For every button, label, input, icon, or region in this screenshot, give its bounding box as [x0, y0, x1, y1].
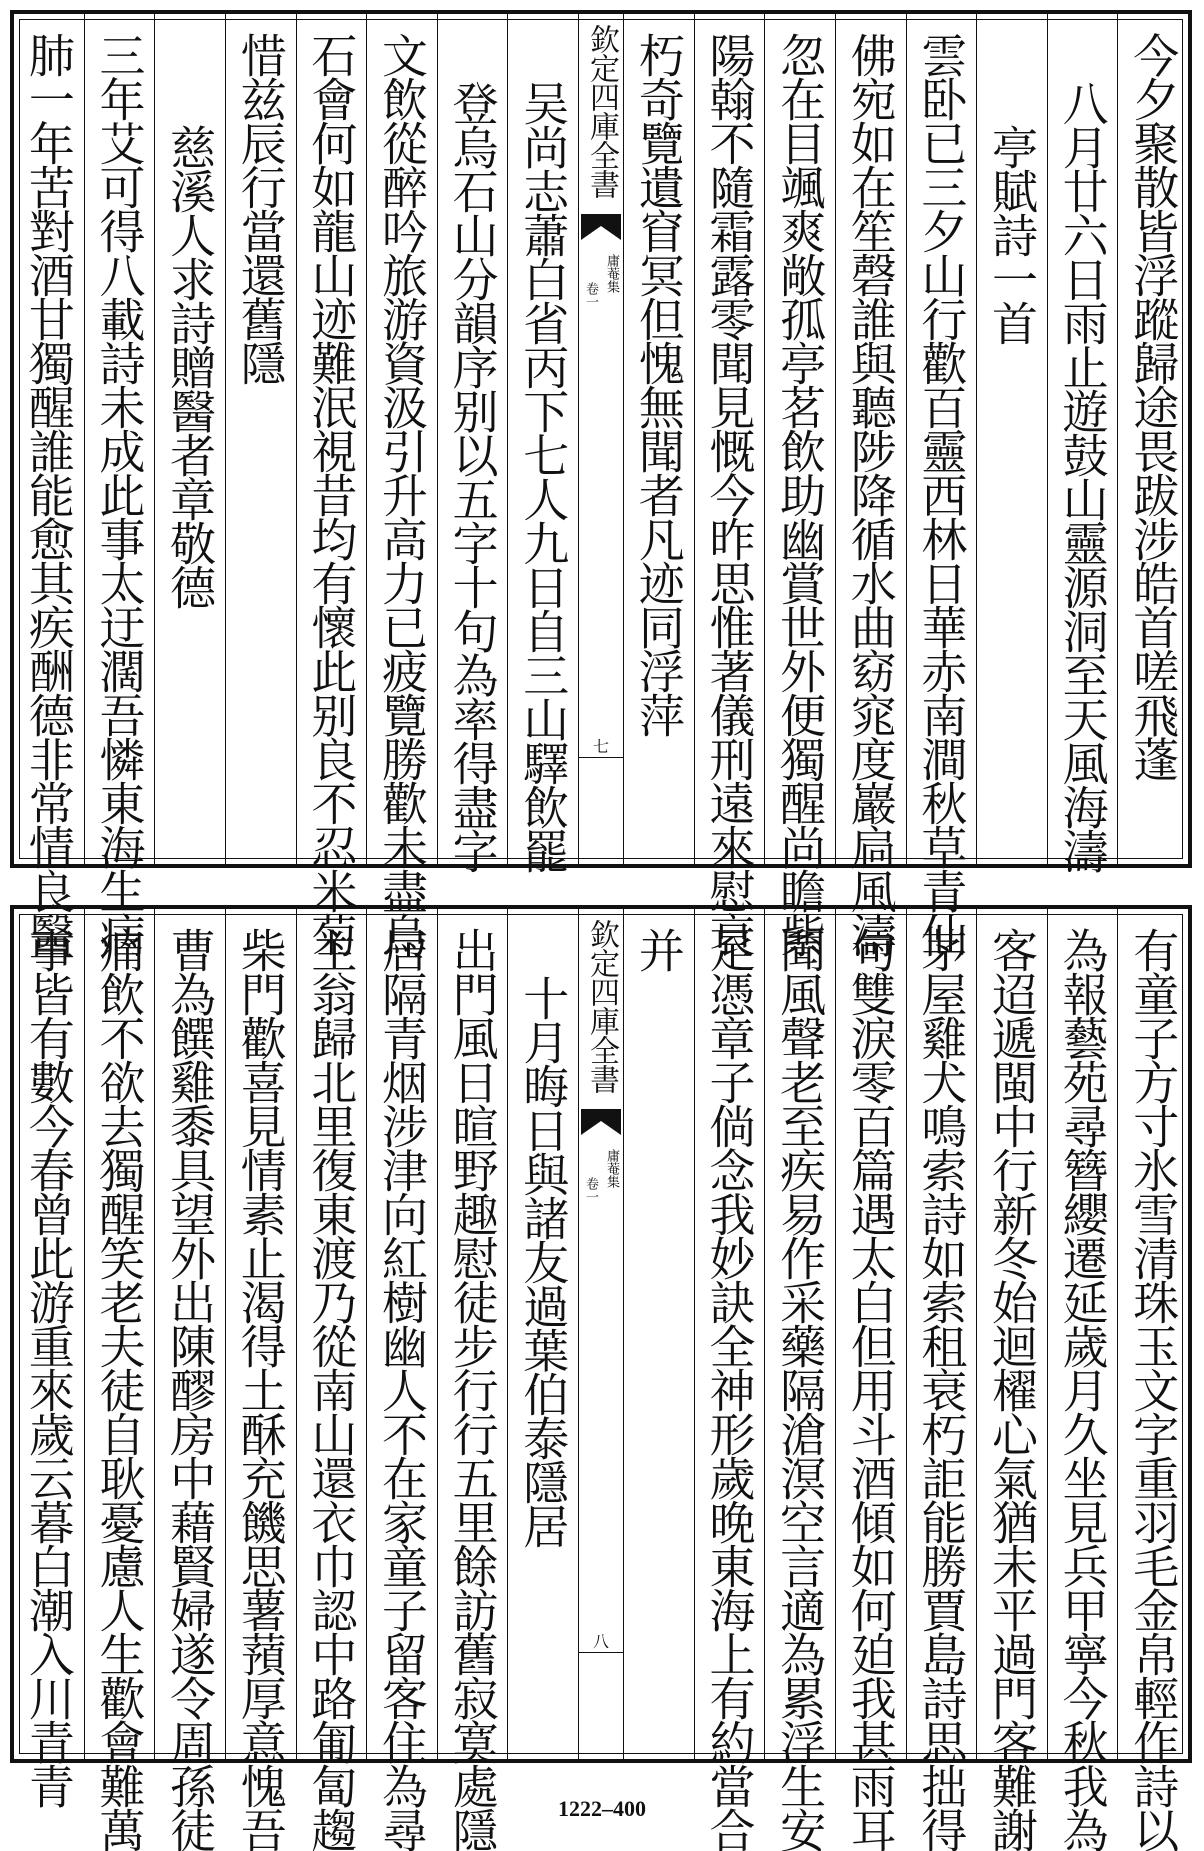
- text-column: [84, 909, 155, 1851]
- column-text: 事皆有數今春曾此游重來歲云暮白潮入川青青: [21, 927, 76, 1807]
- text-column: [764, 909, 835, 1851]
- text-column: [764, 14, 835, 956]
- column-text: 朽奇覽遺窅冥但愧無聞者凡迹同浮萍: [631, 32, 686, 736]
- volume-label: 卷一: [583, 282, 598, 308]
- center-fold-banxin: [578, 909, 623, 1759]
- text-column: [225, 14, 296, 864]
- column-text: 十月晦日與諸友過葉伯泰隱居: [516, 975, 571, 1547]
- column-text: 文飲從醉吟旅游資汲引升高力已疲覽勝歡未盡烏: [374, 32, 429, 956]
- text-column: [14, 14, 84, 956]
- top-page: [10, 10, 1192, 956]
- column-text: 亭賦詩一首: [984, 124, 1039, 344]
- column-text: 足憑章子倘念我妙訣全神形歲晚東海上有約當合: [702, 927, 757, 1851]
- text-column: [14, 909, 84, 1807]
- column-text: 客迢遞閩中行新冬始迴櫂心氣猶未平過門客難謝: [984, 927, 1039, 1851]
- text-column: [906, 909, 977, 1851]
- text-column: [366, 14, 437, 956]
- text-column: [437, 14, 508, 872]
- text-column: [296, 909, 367, 1851]
- text-column: [1117, 909, 1188, 1851]
- fishtail-mark-icon: [581, 1109, 621, 1135]
- book-title: 庸菴集: [604, 1149, 619, 1188]
- column-text: 三年艾可得八載詩未成此事太迂濶吾憐東海生病: [92, 32, 147, 956]
- text-column: [225, 909, 296, 1851]
- column-text: 肺一年苦對酒甘獨醒誰能愈其疾酬德非常情良醫: [21, 32, 76, 956]
- column-text: 登烏石山分韻序别以五字十句為率得盡字: [445, 80, 500, 872]
- text-column: [623, 14, 694, 864]
- column-text: 居隔青烟涉津向紅樹幽人不在家童子留客住為尋: [374, 927, 429, 1851]
- series-title: 欽定四庫全書: [584, 24, 619, 198]
- column-text: 茅屋雞犬鳴索詩如索租衰朽詎能勝賈島詩思拙得: [914, 927, 969, 1851]
- book-title: 庸菴集: [604, 254, 619, 293]
- series-title: 欽定四庫全書: [584, 919, 619, 1093]
- text-column: [976, 909, 1047, 1851]
- text-column: [976, 14, 1047, 864]
- text-column: [296, 14, 367, 956]
- column-text: 八月廿六日雨止遊鼓山靈源洞至天風海濤: [1055, 80, 1110, 872]
- text-column: [1047, 14, 1118, 872]
- fishtail-mark-icon: [581, 214, 621, 240]
- text-column: [366, 909, 437, 1851]
- column-text: 陽翰不隨霜露零聞見慨今昨思惟著儀刑遠來慰衰: [702, 32, 757, 956]
- text-column: [694, 14, 765, 956]
- plate-code: 1222–400: [558, 1796, 646, 1821]
- column-text: 忽在目颯爽敞孤亭茗飲助幽賞世外便獨醒尚瞻紫: [773, 32, 828, 956]
- text-column: [835, 14, 906, 956]
- column-text: 慈溪人求詩贈醫者章敬德: [163, 124, 218, 608]
- text-column: [1047, 909, 1118, 1851]
- text-column: [437, 909, 508, 1851]
- column-text: 為報藝苑尋簪纓遷延歲月久坐見兵甲寧今秋我為: [1055, 927, 1110, 1851]
- column-text: 吴尚志蕭白省丙下七人九日自三山驛飲罷: [516, 80, 571, 872]
- column-text: 柴門歡喜見情素止渴得土酥充饑思薯蕷厚意愧吾: [233, 927, 288, 1851]
- text-column: [507, 909, 578, 1759]
- column-text: 有童子方寸氷雪清珠玉文字重羽毛金帛輕作詩以: [1126, 927, 1181, 1851]
- column-text: 句雙淚零百篇遇太白但用斗酒傾如何廹我甚雨耳: [843, 927, 898, 1851]
- text-column: [1117, 14, 1188, 864]
- text-column: [507, 14, 578, 872]
- column-text: 今夕聚散皆浮蹤歸途畏跋涉皓首嗟飛蓬: [1126, 32, 1181, 780]
- column-text: 雲卧已三夕山行歡百靈西林日華赤南澗秋草青仙: [914, 32, 969, 956]
- column-text: 石會何如龍山迹難泯視昔均有懷此别良不忍米菊: [304, 32, 359, 956]
- column-text: 曹為饌雞黍具望外出陳醪房中藉賢婦遂令周孫徒: [163, 927, 218, 1851]
- text-column: [906, 14, 977, 956]
- column-text: 痛飲不欲去獨醒笑老夫徒自耿憂慮人生歡會難萬: [92, 927, 147, 1851]
- text-column: [154, 14, 225, 864]
- column-text: 主翁歸北里復東渡乃從南山還衣巾認中路匍匐趨: [304, 927, 359, 1851]
- text-column: [154, 909, 225, 1851]
- column-text: 惜兹辰行當還舊隱: [233, 32, 288, 384]
- text-column: [835, 909, 906, 1851]
- column-text: 并: [631, 927, 686, 971]
- text-column: [694, 909, 765, 1851]
- text-column: [623, 909, 694, 1759]
- leaf-number: 七: [592, 737, 609, 756]
- column-text: 佛宛如在笙磬誰與聽陟降循水曲窈窕度巖扃風濤: [843, 32, 898, 956]
- column-text: 聞風聲老至疾易作采藥隔滄溟空言適為累浮生安: [773, 927, 828, 1851]
- volume-label: 卷一: [583, 1177, 598, 1203]
- text-column: [84, 14, 155, 956]
- center-fold-banxin: [578, 14, 623, 864]
- column-text: 出門風日暄野趣慰徒步行行五里餘訪舊寂寞處隱: [445, 927, 500, 1851]
- leaf-number: 八: [592, 1632, 609, 1651]
